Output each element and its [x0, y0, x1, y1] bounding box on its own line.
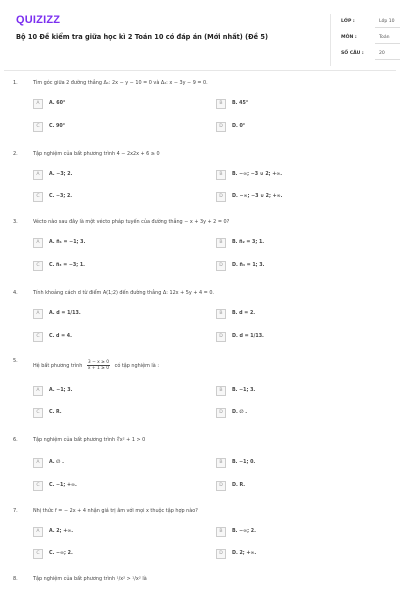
- option-text: B. −∞; −3 ∪ 2; +∞.: [232, 172, 283, 177]
- option-letter-box: A: [33, 238, 43, 248]
- question-text: [33, 360, 383, 371]
- option-letter-box: D: [216, 549, 226, 559]
- option-text: D. R.: [232, 483, 246, 488]
- option-a[interactable]: [33, 309, 193, 321]
- option-text: B. 45°: [232, 101, 249, 106]
- question-number: 5.: [13, 358, 18, 364]
- option-d[interactable]: [216, 408, 376, 420]
- question-number: 2.: [13, 151, 18, 157]
- question-number: 4.: [13, 290, 18, 296]
- option-letter-box: A: [33, 527, 43, 537]
- option-b[interactable]: [216, 99, 376, 111]
- inequality-bottom: x + 1 ≥ 0: [87, 366, 110, 371]
- option-text: C. −3; 2.: [49, 194, 73, 199]
- inequality-top: 3 − x ≥ 0: [87, 360, 110, 365]
- option-letter-box: D: [216, 192, 226, 202]
- meta-subject-label: MÔN :: [341, 35, 357, 40]
- option-d[interactable]: [216, 481, 376, 493]
- question-text-before: Hệ bất phương trình: [33, 363, 83, 369]
- meta-subject: [331, 30, 400, 46]
- option-letter-box: B: [216, 170, 226, 180]
- question-number: 1.: [13, 80, 18, 86]
- option-b[interactable]: [216, 170, 376, 182]
- option-letter-box: A: [33, 386, 43, 396]
- quizizz-logo: QUIZIZZ: [16, 14, 61, 26]
- question-text: Tìm góc giữa 2 đường thẳng Δ₁: 2x − y − 10 = 0 và Δ₂: x − 3y − 9 = 0.: [33, 80, 208, 86]
- option-a[interactable]: [33, 527, 193, 539]
- option-c[interactable]: [33, 481, 193, 493]
- option-b[interactable]: [216, 527, 376, 539]
- option-letter-box: D: [216, 481, 226, 491]
- meta-class: [331, 14, 400, 30]
- option-letter-box: D: [216, 332, 226, 342]
- question-text: Nhị thức f = − 2x + 4 nhận giá trị âm với mọi x thuộc tập hợp nào?: [33, 508, 198, 514]
- option-d[interactable]: [216, 332, 376, 344]
- option-d[interactable]: [216, 549, 376, 561]
- question-text: Tính khoảng cách d từ điểm A(1;2) đến đường thẳng Δ: 12x + 5y + 4 = 0.: [33, 290, 214, 296]
- option-letter-box: C: [33, 192, 43, 202]
- option-text: D. ∅ .: [232, 410, 248, 415]
- question-text: Tập nghiệm của bất phương trình 4 − 2x2x + 6 ≥ 0: [33, 151, 160, 157]
- option-text: D. 2; +∞.: [232, 551, 257, 556]
- inequality-system: [87, 360, 110, 371]
- option-letter-box: A: [33, 99, 43, 109]
- option-c[interactable]: [33, 332, 193, 344]
- option-text: A. ∅ .: [49, 460, 64, 465]
- meta-panel: [330, 14, 400, 66]
- option-letter-box: C: [33, 481, 43, 491]
- option-c[interactable]: [33, 261, 193, 273]
- option-c[interactable]: [33, 408, 193, 420]
- option-text: C. 90°: [49, 124, 66, 129]
- option-letter-box: B: [216, 238, 226, 248]
- option-a[interactable]: [33, 238, 193, 250]
- option-letter-box: D: [216, 261, 226, 271]
- option-a[interactable]: [33, 170, 193, 182]
- option-text: A. 2; +∞.: [49, 529, 74, 534]
- option-c[interactable]: [33, 122, 193, 134]
- document-header: [12, 8, 395, 66]
- meta-count: [331, 46, 400, 62]
- meta-class-value: Lớp 10: [379, 19, 395, 24]
- header-divider: [4, 70, 396, 71]
- option-text: A. n⃗₁ = −1; 3.: [49, 240, 86, 245]
- option-letter-box: B: [216, 386, 226, 396]
- option-a[interactable]: [33, 458, 193, 470]
- question-text-after: có tập nghiệm là :: [114, 363, 159, 369]
- option-text: D. 0°: [232, 124, 246, 129]
- option-b[interactable]: [216, 309, 376, 321]
- option-text: C. −∞; 2.: [49, 551, 73, 556]
- option-text: B. −∞; 2.: [232, 529, 256, 534]
- option-c[interactable]: [33, 192, 193, 204]
- option-letter-box: B: [216, 309, 226, 319]
- option-text: A. −3; 2.: [49, 172, 73, 177]
- option-letter-box: C: [33, 549, 43, 559]
- option-text: B. n⃗₂ = 3; 1.: [232, 240, 265, 245]
- document-title: Bộ 10 Đề kiểm tra giữa học kì 2 Toán 10 có đáp án (Mới nhất) (Đề 5): [16, 33, 269, 41]
- option-text: B. d = 2.: [232, 311, 256, 316]
- option-text: C. R.: [49, 410, 62, 415]
- question-number: 3.: [13, 219, 18, 225]
- option-text: C. n⃗₃ = −3; 1.: [49, 263, 85, 268]
- option-text: C. −1; +∞.: [49, 483, 77, 488]
- option-letter-box: C: [33, 122, 43, 132]
- option-letter-box: C: [33, 332, 43, 342]
- meta-count-label: SỐ CÂU :: [341, 51, 364, 56]
- option-text: D. n⃗₄ = 1; 3.: [232, 263, 265, 268]
- option-a[interactable]: [33, 386, 193, 398]
- option-letter-box: D: [216, 122, 226, 132]
- option-text: C. d = 4.: [49, 334, 72, 339]
- meta-class-label: LỚP :: [341, 19, 355, 24]
- option-text: D. −∞; −3 ∪ 2; +∞.: [232, 194, 283, 199]
- option-text: A. −1; 3.: [49, 388, 73, 393]
- option-letter-box: B: [216, 99, 226, 109]
- option-letter-box: A: [33, 458, 43, 468]
- question-text: Tập nghiệm của bất phương trình ¹/x² > ¹/x² là: [33, 576, 147, 582]
- option-letter-box: A: [33, 309, 43, 319]
- question-number: 6.: [13, 437, 18, 443]
- option-text: B. −1; 0.: [232, 460, 256, 465]
- option-letter-box: D: [216, 408, 226, 418]
- meta-count-value: 20: [379, 51, 385, 56]
- question-text: Tập nghiệm của bất phương trình ∜x² + 1 > 0: [33, 437, 146, 443]
- question-text: Vécto nào sau đây là một vécto pháp tuyến của đường thẳng − x + 3y + 2 = 0?: [33, 219, 230, 225]
- question-number: 8.: [13, 576, 18, 582]
- option-text: D. d = 1/13.: [232, 334, 264, 339]
- question-number: 7.: [13, 508, 18, 514]
- option-c[interactable]: [33, 549, 193, 561]
- option-letter-box: C: [33, 408, 43, 418]
- option-a[interactable]: [33, 99, 193, 111]
- option-letter-box: B: [216, 527, 226, 537]
- option-b[interactable]: [216, 238, 376, 250]
- option-d[interactable]: [216, 122, 376, 134]
- option-text: A. 60°: [49, 101, 66, 106]
- option-letter-box: C: [33, 261, 43, 271]
- option-text: B. −1; 3.: [232, 388, 256, 393]
- meta-subject-value: Toán: [379, 35, 390, 40]
- option-b[interactable]: [216, 458, 376, 470]
- option-letter-box: B: [216, 458, 226, 468]
- option-d[interactable]: [216, 192, 376, 204]
- option-d[interactable]: [216, 261, 376, 273]
- option-b[interactable]: [216, 386, 376, 398]
- option-text: A. d = 1/13.: [49, 311, 81, 316]
- option-letter-box: A: [33, 170, 43, 180]
